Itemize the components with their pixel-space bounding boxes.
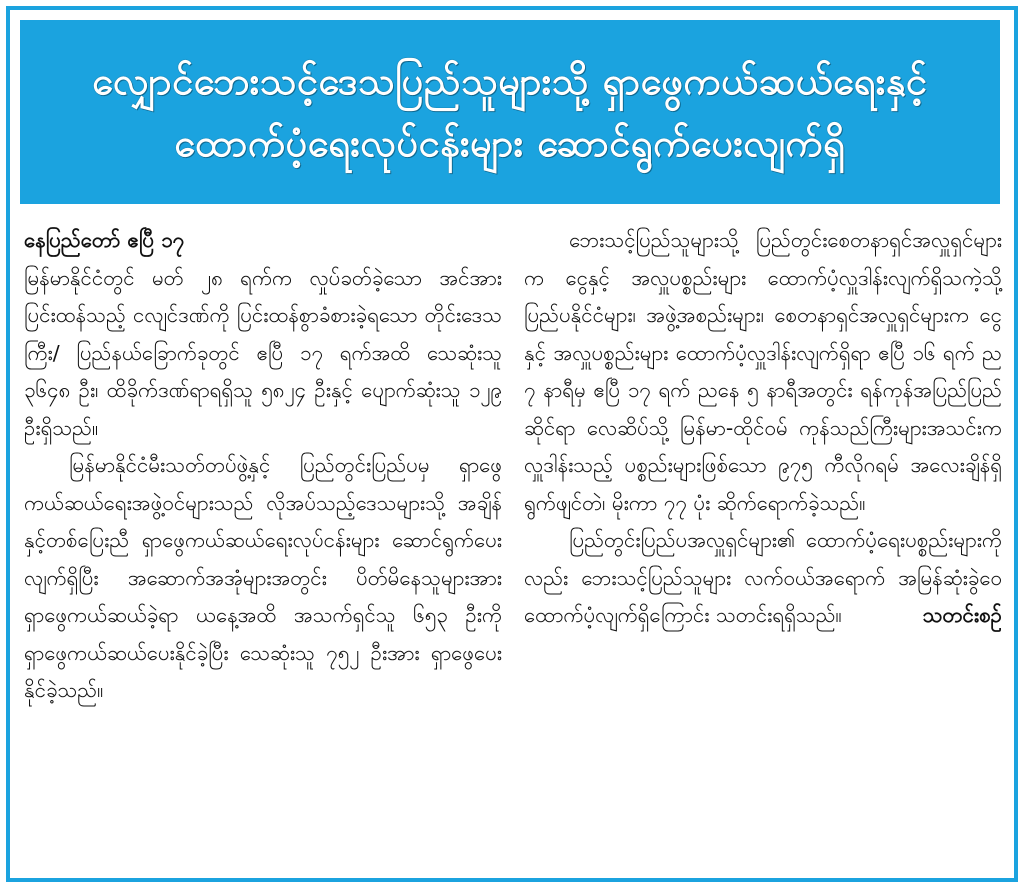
paragraph-3: ဘေးသင့်ပြည်သူများသို့ ပြည်တွင်းစေတနာရှင်အလှူရှင်များက ငွေနှင့် အလှူပစ္စည်းများ ထောက်ပံ့လှူဒါန်းလျက်ရှိသကဲ့သို့ ပြည်ပနိုင်ငံများ၊ အဖွဲ့အစည်းများ၊ စေတနာရှင်အလှူရှင်များက ငွေနှင့် အလှူပစ္စည်းများ ထောက်ပံ့လှူဒါန်းလျက်ရှိရာ ဧပြီ ၁၆ ရက် ည ၇ နာရီမှ ဧပြီ ၁၇ ရက် ညနေ ၅ နာရီအတွင်း ရန်ကုန်အပြည်ပြည်ဆိုင်ရာ လေဆိပ်သို့ မြန်မာ-ထိုင်ဝမ် ကုန်သည်ကြီးများအသင်းက လှူဒါန်းသည့် ပစ္စည်းများဖြစ်သော ၉၇၅ ကီလိုဂရမ် အလေးချိန်ရှိ ရွက်ဖျင်တဲ၊ မိုးကာ ၇၇ ပုံး ဆိုက်ရောက်ခဲ့သည်။ [524, 228, 1002, 515]
headline-line-2: ထောက်ပံ့ရေးလုပ်ငန်းများ ဆောင်ရွက်ပေးလျက်ရှိ [174, 121, 846, 165]
headline-banner [20, 20, 1000, 204]
article-body [24, 222, 1000, 862]
paragraph-4-text: ပြည်တွင်းပြည်ပအလှူရှင်များ၏ ထောက်ပံ့ရေးပစ္စည်းများကိုလည်း ဘေးသင့်ပြည်သူများ လက်ဝယ်အရောက် အမြန်ဆုံးခွဲဝေထောက်ပံ့လျက်ရှိကြောင်း သတင်းရရှိသည်။ [524, 528, 1002, 627]
dateline: နေပြည်တော် ဧပြီ ၁၇ [24, 228, 185, 252]
left-column [24, 222, 502, 710]
byline: သတင်းစဉ် [922, 603, 1002, 627]
paragraph-1: မြန်မာနိုင်ငံတွင် မတ် ၂၈ ရက်က လှုပ်ခတ်ခဲ့သော အင်အားပြင်းထန်သည့် ငလျင်ဒဏ်ကို ပြင်းထန်စွာခံစားခဲ့ရသော တိုင်းဒေသကြီး/ ပြည်နယ်ခြောက်ခုတွင် ဧပြီ ၁၇ ရက်အထိ သေဆုံးသူ ၃၆၄၈ ဦး၊ ထိခိုက်ဒဏ်ရာရရှိသူ ၅၈၂၄ ဦးနှင့် ပျောက်ဆုံးသူ ၁၂၉ ဦးရှိသည်။ [24, 265, 502, 440]
right-column [524, 222, 1002, 635]
paragraph-2: မြန်မာနိုင်ငံမီးသတ်တပ်ဖွဲ့နှင့် ပြည်တွင်းပြည်ပမှ ရှာဖွေကယ်ဆယ်ရေးအဖွဲ့ဝင်များသည် လိုအပ်သည့်ဒေသများသို့ အချိန်နှင့်တစ်ပြေးညီ ရှာဖွေကယ်ဆယ်ရေးလုပ်ငန်းများ ဆောင်ရွက်ပေးလျက်ရှိပြီး အဆောက်အအုံများအတွင်း ပိတ်မိနေသူများအား ရှာဖွေကယ်ဆယ်ခဲ့ရာ ယနေ့အထိ အသက်ရှင်သူ ၆၅၃ ဦးကို ရှာဖွေကယ်ဆယ်ပေးနိုင်ခဲ့ပြီး သေဆုံးသူ ၇၅၂ ဦးအား ရှာဖွေပေးနိုင်ခဲ့သည်။ [24, 453, 502, 702]
paragraph-4 [524, 522, 1002, 635]
headline-line-1: လျှောင်ဘေးသင့်ဒေသပြည်သူများသို့ ရှာဖွေကယ်ဆယ်ရေးနှင့် [92, 59, 928, 103]
